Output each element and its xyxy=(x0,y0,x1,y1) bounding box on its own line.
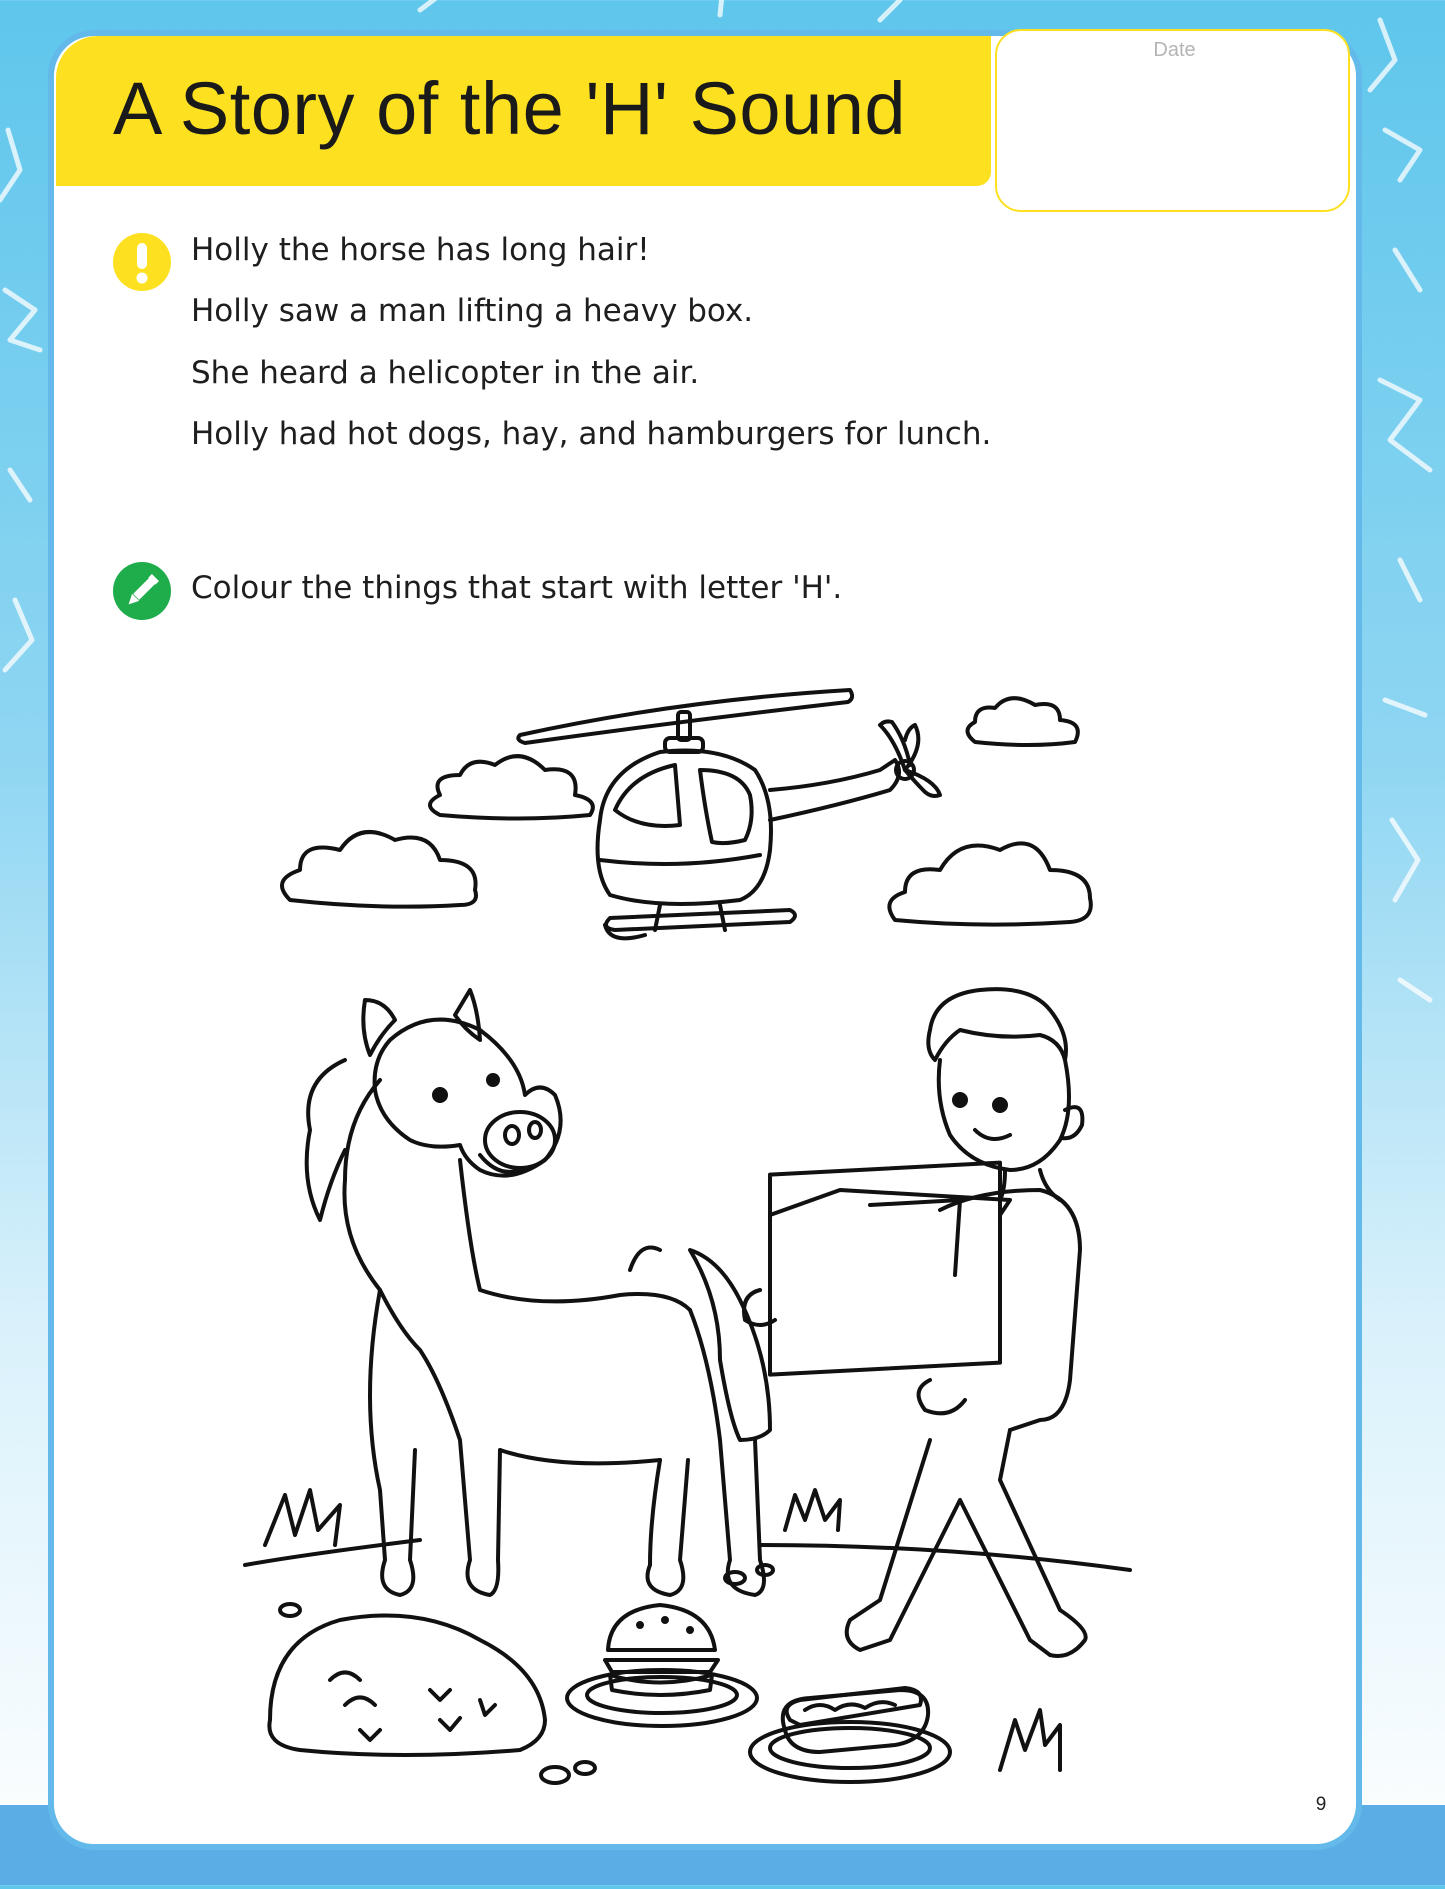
ground-line xyxy=(245,1540,1130,1570)
pebble xyxy=(757,1565,773,1575)
story-line-4: Holly had hot dogs, hay, and hamburgers for lunch. xyxy=(191,416,992,452)
cloud-icon xyxy=(282,832,476,907)
activity-instruction: Colour the things that start with letter 'H'. xyxy=(191,570,843,606)
date-label: Date xyxy=(1153,39,1196,61)
pebble xyxy=(541,1767,569,1783)
story-line-2: Holly saw a man lifting a heavy box. xyxy=(191,293,754,329)
hot-dog-drawing xyxy=(750,1688,950,1782)
grass-icon xyxy=(265,1490,340,1545)
horse-drawing xyxy=(307,990,770,1595)
pebble xyxy=(280,1604,300,1616)
cloud-icon xyxy=(430,756,593,818)
story-line-3: She heard a helicopter in the air. xyxy=(191,355,700,391)
grass-icon xyxy=(1000,1710,1060,1770)
hamburger-drawing xyxy=(567,1605,757,1726)
grass-icon xyxy=(785,1490,840,1530)
man-drawing xyxy=(744,989,1086,1656)
cloud-icon xyxy=(889,843,1090,924)
page-number: 9 xyxy=(1315,1794,1327,1815)
pebble xyxy=(575,1762,595,1774)
hay-pile-drawing xyxy=(269,1616,545,1756)
page-title: A Story of the 'H' Sound xyxy=(113,67,907,150)
story-line-1: Holly the horse has long hair! xyxy=(191,232,650,268)
cloud-icon xyxy=(968,698,1078,745)
